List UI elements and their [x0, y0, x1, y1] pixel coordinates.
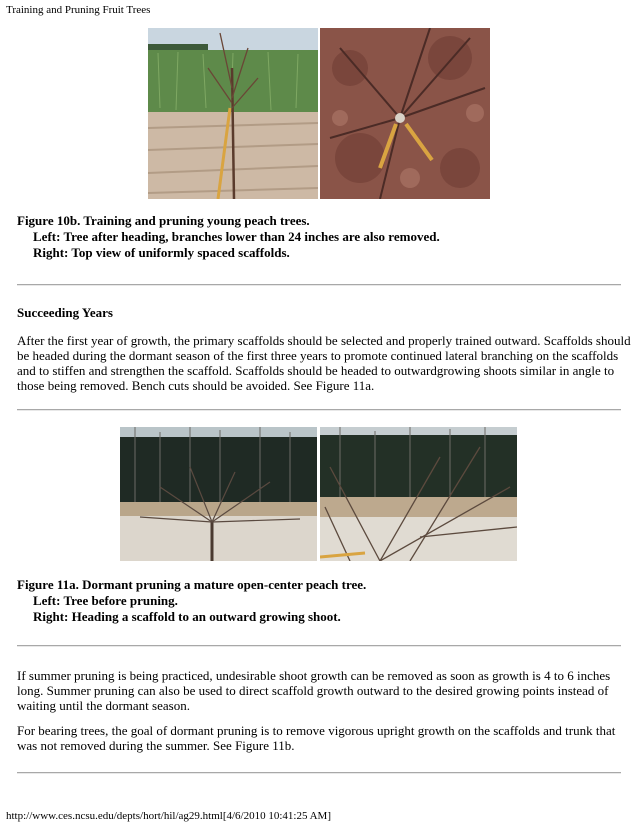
divider: [17, 772, 621, 774]
section-heading: Succeeding Years: [17, 305, 113, 320]
figure-11a-left-note: Left: Tree before pruning.: [33, 593, 178, 608]
paragraph-line: those being removed. Bench cuts should be avoided. See Figure 11a.: [17, 378, 375, 393]
paragraph-line: be headed during the dormant season of the first three years to promote continued lateral branching on the scaffolds: [17, 348, 619, 363]
paragraph-line: long. Summer pruning can also be used to direct scaffold growth outward to the desired growing points instead of: [17, 683, 609, 698]
paragraph-line: For bearing trees, the goal of dormant pruning is to remove vigorous upright growth on the scaffolds and trunk that: [17, 723, 616, 738]
succeeding-years-paragraph: [17, 333, 631, 393]
divider: [17, 284, 621, 286]
figure-10b-left-note: Left: Tree after heading, branches lower than 24 inches are also removed.: [33, 229, 440, 244]
photo-top-view-scaffolds: [320, 28, 490, 199]
bearing-trees-paragraph: [17, 723, 623, 753]
page-footer-url: http://www.ces.ncsu.edu/depts/hort/hil/ag29.html[4/6/2010 10:41:25 AM]: [6, 810, 331, 822]
paragraph-line: was not removed during the summer. See Figure 11b.: [17, 738, 295, 753]
paragraph-line: waiting until the dormant season.: [17, 698, 190, 713]
page-header: Training and Pruning Fruit Trees: [6, 4, 151, 16]
divider: [17, 645, 621, 647]
figure-10b-title: Figure 10b. Training and pruning young peach trees.: [17, 213, 310, 228]
photo-tree-after-heading: [148, 28, 318, 199]
paragraph-line: and to stiffen and strengthen the scaffold. Scaffolds should be headed to outwardgrowing shoots similar in angle to: [17, 363, 615, 378]
figure-11a-caption: [17, 577, 366, 625]
photo-heading-scaffold: [320, 427, 517, 561]
figure-10b-right-note: Right: Top view of uniformly spaced scaffolds.: [33, 245, 290, 260]
figure-10b-caption: [17, 213, 440, 261]
paragraph-line: If summer pruning is being practiced, undesirable shoot growth can be removed as soon as growth is 4 to 6 inches: [17, 668, 611, 683]
summer-pruning-paragraph: [17, 668, 623, 713]
figure-11a-right-note: Right: Heading a scaffold to an outward growing shoot.: [33, 609, 341, 624]
paragraph-line: After the first year of growth, the primary scaffolds should be selected and properly trained outward. Scaffolds should: [17, 333, 631, 348]
divider: [17, 409, 621, 411]
figure-11a-title: Figure 11a. Dormant pruning a mature open-center peach tree.: [17, 577, 367, 592]
photo-tree-before-pruning: [120, 427, 317, 561]
